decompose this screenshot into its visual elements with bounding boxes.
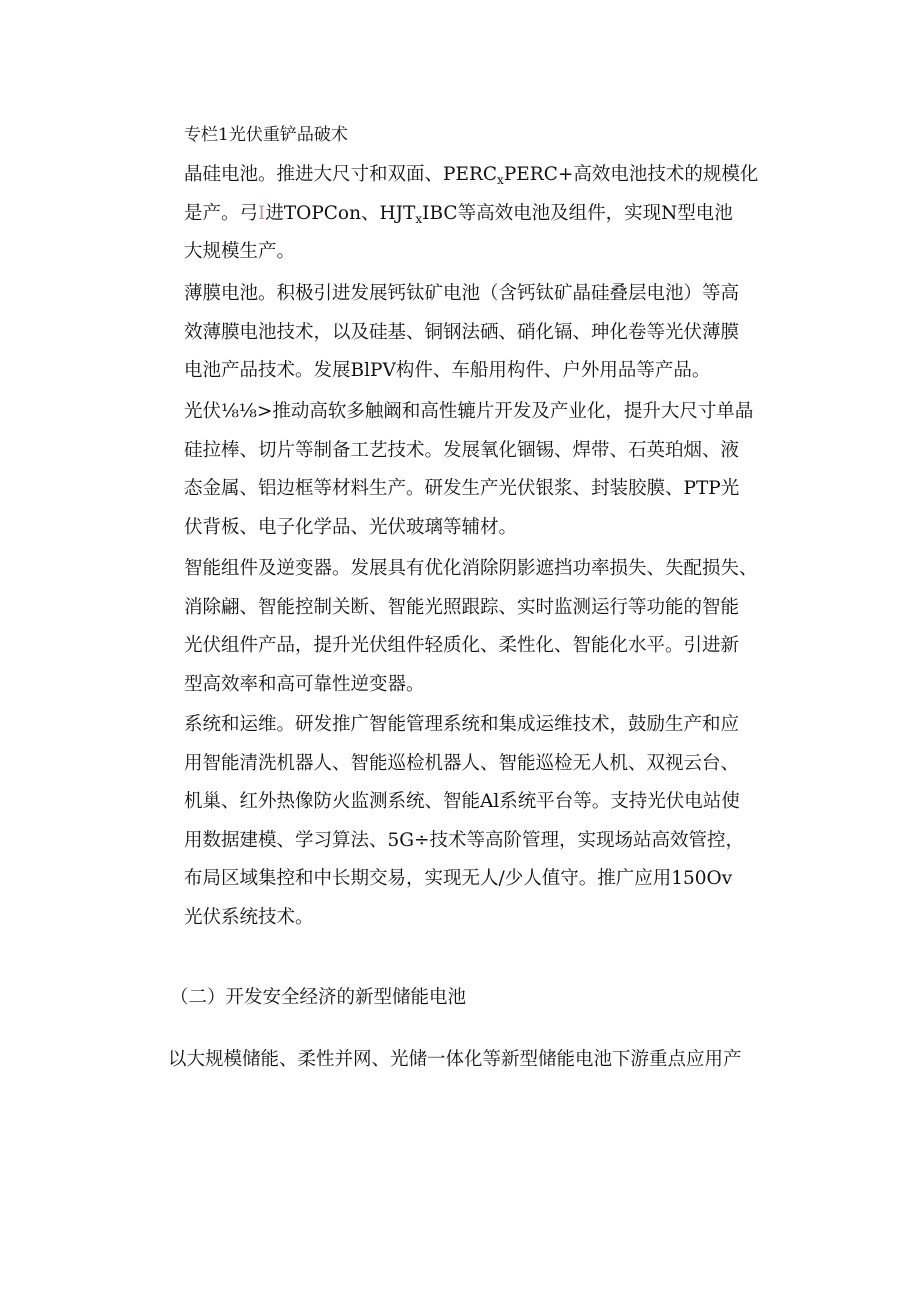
- text-line: 态金属、铝边框等材料生产。研发生产光伏银浆、封装胶膜、PTP光: [184, 478, 740, 499]
- text-line: 机巢、红外热像防火监测系统、智能Al系统平台等。支持光伏电站使: [184, 791, 740, 812]
- text-line: 光伏系统技术。: [184, 906, 314, 928]
- text-line: 大规模生产。: [184, 241, 296, 262]
- text-line: 系统和运维。研发推广智能管理系统和集成运维技术，鼓励生产和应: [184, 714, 740, 735]
- text-line: 用智能清洗机器人、智能巡检机器人、智能巡检无人机、双视云台、: [184, 752, 740, 774]
- faint-glyph: I: [258, 202, 266, 224]
- item-crystalline-silicon-cells: [184, 156, 804, 272]
- section-heading: （二）开发安全经济的新型储能电池: [170, 987, 467, 1008]
- text-line: 布局区域集控和中长期交易，实现无人/少人值守。推广应用150Ov: [184, 868, 733, 889]
- subscript: x: [415, 211, 423, 226]
- text-line: 型高效率和高可靠性逆变器。: [184, 673, 425, 695]
- subscript: x: [497, 173, 504, 187]
- body-paragraph: 以大规模储能、柔性并网、光储一体化等新型储能电池下游重点应用产: [168, 1049, 742, 1070]
- text-line: 效薄膜电池技术，以及硅基、铜钢法硒、硝化镉、珅化卷等光伏薄膜: [184, 321, 740, 343]
- text-line: 智能组件及逆变器。发展具有优化消除阴影遮挡功率损失、失配损失、: [184, 558, 758, 579]
- text-line: 晶硅电池。推进大尺寸和双面、$PERC_xPERC+$高效电池技术的规模化: [184, 164, 759, 187]
- text-line: 用数据建模、学习算法、5G÷技术等高阶管理，实现场站高效管控，: [184, 829, 745, 851]
- item-systems-operations: [184, 706, 804, 937]
- item-pv-materials: [184, 393, 804, 547]
- item-smart-modules-inverters: [184, 550, 804, 704]
- text-line: 光伏⅛⅛>推动高软多触阚和高性辘片开发及产业化，提升大尺寸单晶: [184, 401, 754, 422]
- text-line: 硅拉棒、切片等制备工艺技术。发展氧化锢锡、焊带、石英珀烟、液: [184, 439, 740, 461]
- text-line: 是产。弓I进TOPCon、$HJT_xIBC$等高效电池及组件，实现N型电池: [184, 202, 733, 226]
- text-line: 伏背板、电子化学品、光伏玻璃等辅材。: [184, 516, 518, 538]
- box-title: 专栏1光伏重铲品破术: [184, 125, 348, 145]
- text-line: 电池产品技术。发展BlPV构件、车船用构件、户外用品等产品。: [184, 360, 711, 381]
- text-line: 消除翩、智能控制关断、智能光照跟踪、实时监测运行等功能的智能: [184, 596, 740, 618]
- text-line: 光伏组件产品，提升光伏组件轻质化、柔性化、智能化水平。引进新: [184, 635, 740, 656]
- text-line: 薄膜电池。积极引进发展钙钛矿电池（含钙钛矿晶硅叠层电池）等高: [184, 283, 740, 304]
- item-thin-film-cells: [184, 275, 804, 391]
